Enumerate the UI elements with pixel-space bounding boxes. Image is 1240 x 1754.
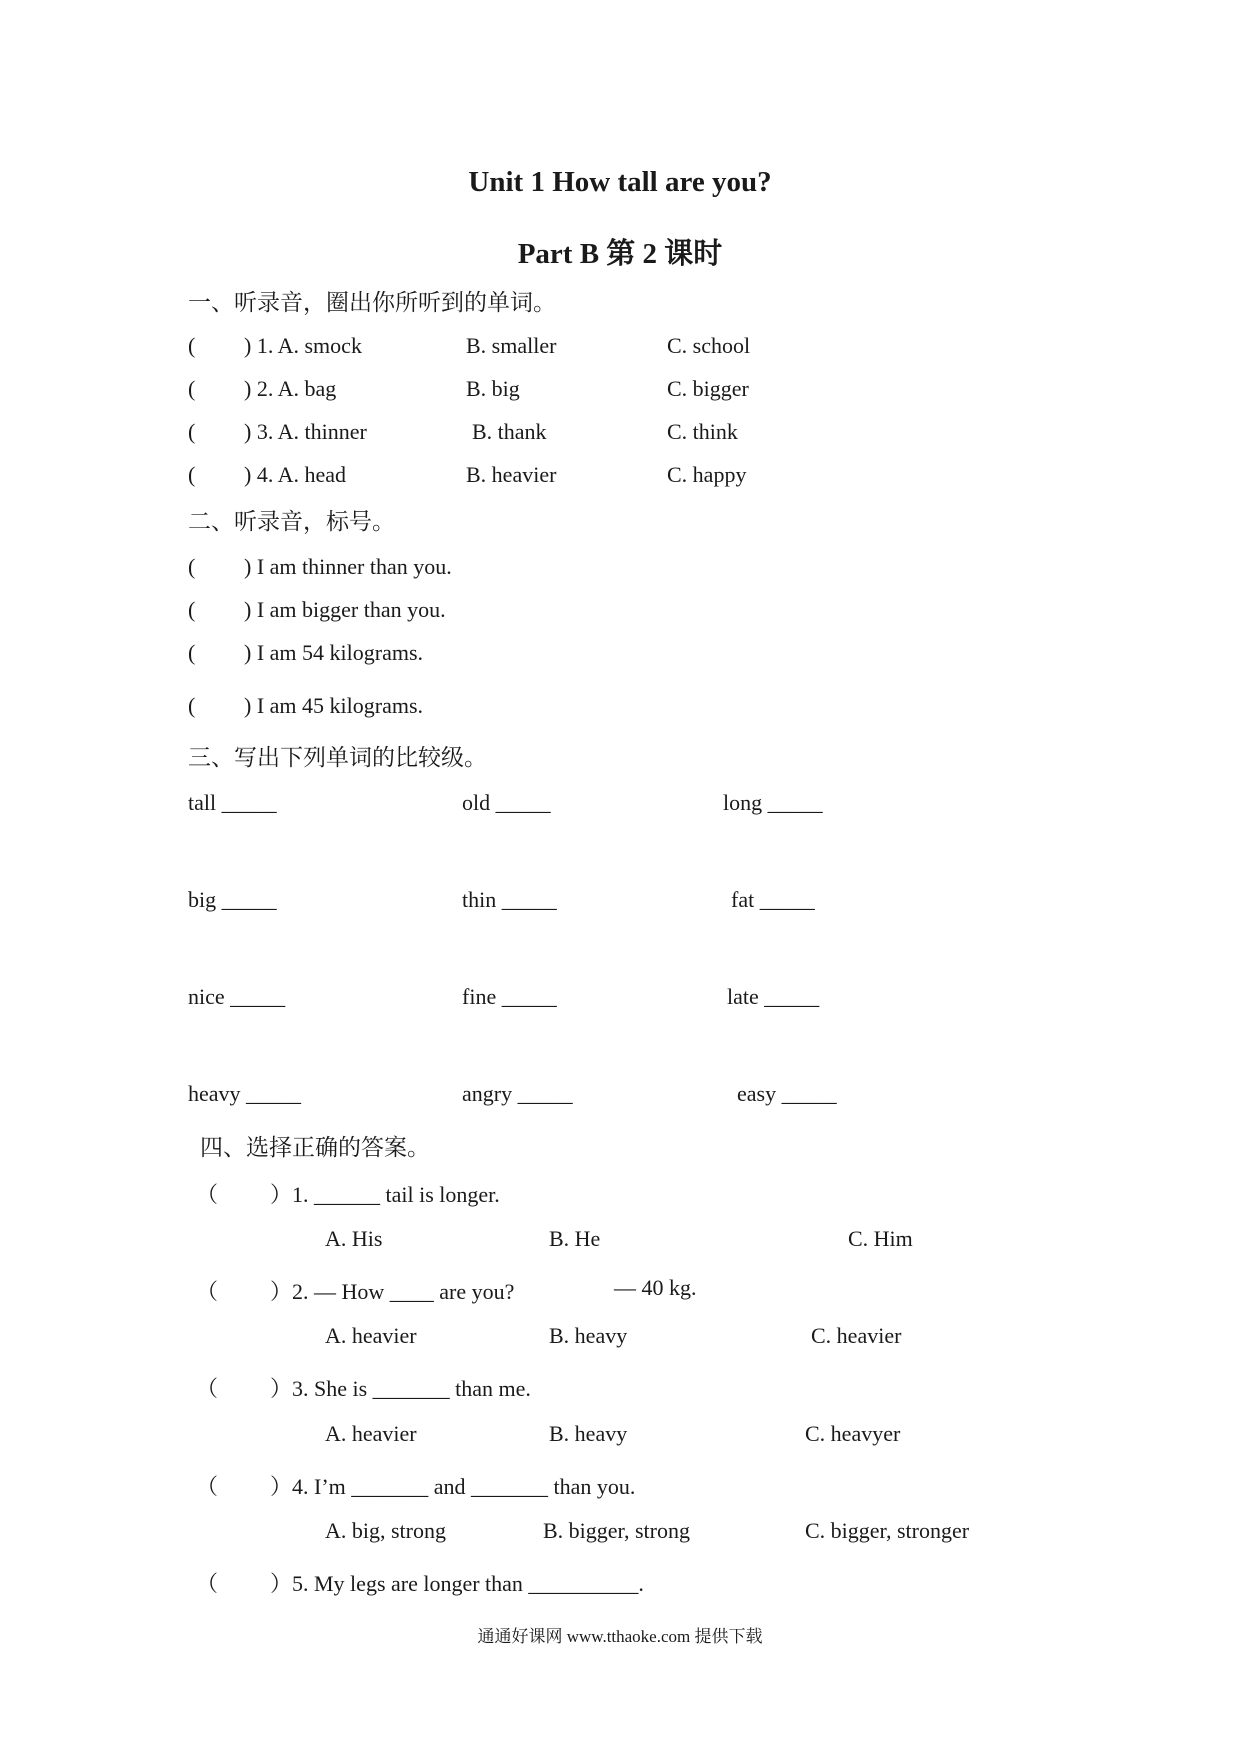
s2-item2-text: ) I am bigger than you. [244,597,446,622]
s3-word: heavy _____ [188,1081,302,1106]
s1-q4-option-a: ) 4. A. head [244,462,347,487]
s1-q4-option-b: B. heavier [466,462,557,487]
page-subtitle: Part B 第 2 课时 [517,238,723,270]
s4-q2-stem: ）2. — How ____ are you? [270,1279,515,1304]
s4-q1-option-a: A. His [325,1226,383,1251]
s4-q5-bracket: （ [196,1571,219,1596]
s1-q1-option-c: C. school [667,333,751,358]
s4-q2-bracket: （ [196,1279,219,1304]
s1-q1-option-a: ) 1. A. smock [244,333,362,358]
s4-q3-stem: ）3. She is _______ than me. [270,1376,531,1401]
section-4-heading: 四、选择正确的答案。 [200,1135,430,1160]
s3-word: easy _____ [737,1081,837,1106]
s2-item2-bracket: ( [188,597,196,622]
s3-word: thin _____ [462,887,557,912]
s4-q3-option-a: A. heavier [325,1421,417,1446]
s2-item4-text: ) I am 45 kilograms. [244,693,424,718]
s4-q2-option-c: C. heavier [811,1323,902,1348]
s4-q5-stem: ）5. My legs are longer than __________. [270,1571,644,1596]
s4-q4-option-b: B. bigger, strong [543,1518,690,1543]
s4-q2-option-b: B. heavy [549,1323,628,1348]
s4-q4-bracket: （ [196,1474,219,1499]
s2-item4-bracket: ( [188,693,196,718]
s3-word: late _____ [727,984,820,1009]
s4-q4-option-a: A. big, strong [325,1518,446,1543]
s3-word: old _____ [462,790,551,815]
s1-q4-option-c: C. happy [667,462,747,487]
s3-word: big _____ [188,887,277,912]
section-1-heading: 一、听录音，圈出你所听到的单词。 [188,290,556,315]
s4-q1-bracket: （ [196,1182,219,1207]
s4-q2-option-a: A. heavier [325,1323,417,1348]
s3-word: nice _____ [188,984,286,1009]
s2-item1-bracket: ( [188,554,196,579]
s4-q2-answer: — 40 kg. [614,1275,697,1300]
s2-item3-text: ) I am 54 kilograms. [244,640,424,665]
s3-word: long _____ [723,790,823,815]
s4-q1-option-c: C. Him [848,1226,913,1251]
s4-q3-option-c: C. heavyer [805,1421,901,1446]
s1-q3-option-b: B. thank [472,419,547,444]
s1-q2-option-a: ) 2. A. bag [244,376,337,401]
page-title: Unit 1 How tall are you? [468,166,772,198]
s1-q3-option-a: ) 3. A. thinner [244,419,367,444]
s3-word: angry _____ [462,1081,573,1106]
s1-q1-bracket: ( [188,333,196,358]
section-3-heading: 三、写出下列单词的比较级。 [188,745,487,770]
section-2-heading: 二、听录音，标号。 [188,509,395,534]
s1-q1-option-b: B. smaller [466,333,557,358]
s4-q1-option-b: B. He [549,1226,601,1251]
s2-item1-text: ) I am thinner than you. [244,554,452,579]
footer-text: 通通好课网 www.tthaoke.com 提供下载 [477,1627,763,1646]
s1-q3-bracket: ( [188,419,196,444]
s3-word: fat _____ [731,887,815,912]
s4-q3-bracket: （ [196,1376,219,1401]
s1-q2-option-b: B. big [466,376,520,401]
s4-q3-option-b: B. heavy [549,1421,628,1446]
s1-q2-option-c: C. bigger [667,376,749,401]
s3-word: fine _____ [462,984,557,1009]
s4-q4-option-c: C. bigger, stronger [805,1518,970,1543]
s4-q1-stem: ）1. ______ tail is longer. [270,1182,500,1207]
s4-q4-stem: ）4. I’m _______ and _______ than you. [270,1474,636,1499]
s1-q3-option-c: C. think [667,419,738,444]
s3-word: tall _____ [188,790,277,815]
s1-q2-bracket: ( [188,376,196,401]
s2-item3-bracket: ( [188,640,196,665]
s1-q4-bracket: ( [188,462,196,487]
